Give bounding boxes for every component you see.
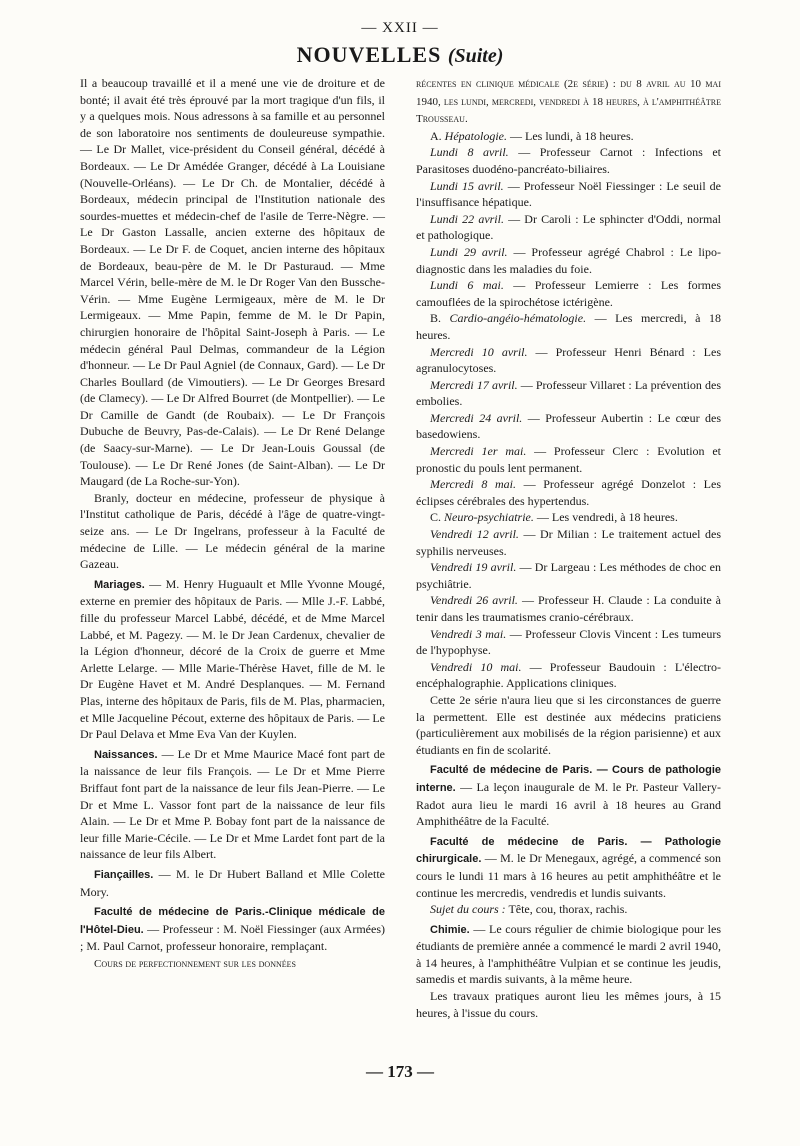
lecture-item: Vendredi 19 avril. — Dr Largeau : Les méthodes de choc en psychiâtrie. <box>416 560 721 591</box>
mariages-text: — M. Henry Huguault et Mlle Yvonne Mougé, externe en premier des hôpitaux de Paris. — Mlle J.-F. Labbé, fille du professeur Marcel Labbé, décédé, et de Mme Marcel Labbé, et M. Pagezy. — M. le Dr Jean Cardenux, chevalier de la Légion d'honneur, décoré de la Croix de guerre et Mme Arlette Lelarge. — Mlle Marie-Thérèse Havet, fille de M. le Dr Eugène Havet et M. André Desplanques. — M. Fernand Plas, interne des hôpitaux de Paris, fils de M. Plas, pharmacien, et Mlle Jacqueline Pécout, externe des hôpitaux de Paris. — Le Dr Paul Delava et Mme Eva Van der Kuylen. <box>80 576 385 742</box>
page-number: — 173 — <box>366 1062 434 1081</box>
lecture-item: Mercredi 1er mai. — Professeur Clerc : Evolution et pronostic du pouls lent permanent. <box>416 444 721 475</box>
roman-page-number: — XXII — <box>361 20 439 36</box>
lecture-item: Vendredi 10 mai. — Professeur Baudouin : L'électro-encéphalographie. Applications cliniques. <box>416 659 721 691</box>
left-column <box>80 75 385 972</box>
title-suite: (Suite) <box>447 45 504 67</box>
lecture-item: Vendredi 3 mai. — Professeur Clovis Vincent : Les tumeurs de l'hypophyse. <box>416 626 721 658</box>
faculte-clinique-text: — Professeur : M. Noël Fiessinger (aux Armées) ; M. Paul Carnot, professeur honoraire, remplaçant. <box>80 921 385 954</box>
lecture-item: Mercredi 24 avril. — Professeur Aubertin : Le cœur des basedowiens. <box>416 410 722 442</box>
lecture-item: Mercredi 10 avril. — Professeur Henri Bénard : Les agranulocytoses. <box>416 344 721 376</box>
lecture-item: Mercredi 17 avril. — Professeur Villaret : La prévention des embolies. <box>416 377 721 409</box>
fiancailles-text: — M. le Dr Hubert Balland et Mlle Colette Mory. <box>80 866 385 899</box>
mariages-heading: Mariages. <box>94 578 145 591</box>
page-title <box>0 42 800 68</box>
lecture-item: Lundi 22 avril. — Dr Caroli : Le sphincter d'Oddi, normal et pathologique. <box>416 211 721 243</box>
cours-continued: récentes en clinique médicale (2e série) : du 8 avril au 10 mai 1940, les lundi, mercredi, vendredi à 18 heures, à l'amphithéâtre Trousseau. <box>416 78 721 126</box>
cours-text: Cours de perfectionnement sur les données <box>94 957 296 970</box>
faculte-clinique-section <box>80 903 385 955</box>
lecture-item: Lundi 8 avril. — Professeur Carnot : Infections et Parasitoses duodéno-pancréato-biliaires. <box>416 145 722 176</box>
fiancailles-heading: Fiançailles. <box>94 868 154 881</box>
mariages-section <box>80 576 385 743</box>
pathologie-interne-section: Faculté de médecine de Paris. — Cours de pathologie interne. — La leçon inaugurale de M. le Pr. Pasteur Vallery-Radot aura lieu le mardi 16 avril à 18 heures au Grand Amphithéâtre de la Faculté. <box>416 764 721 829</box>
section-c: C. Neuro-psychiatrie. — Les vendredi, à 18 heures. <box>430 510 678 525</box>
lecture-item: Lundi 15 avril. — Professeur Noël Fiessinger : Le seuil de l'insuffisance hépatique. <box>416 178 722 210</box>
pathologie-chirurgicale-section: Faculté de médecine de Paris. — Pathologie chirurgicale. — M. le Dr Menegaux, agrégé, a commencé son cours le lundi 11 mars à 16 heures au petit amphithéâtre et le continue les mercredis, vendredis et lundis suivants. <box>416 835 721 900</box>
sujet-du-cours: Sujet du cours : Tête, cou, thorax, rachis. <box>430 902 628 917</box>
title-text: NOUVELLES <box>296 42 442 67</box>
naissances-section <box>80 746 385 863</box>
lecture-item: Lundi 29 avril. — Professeur agrégé Chabrol : Le lipo-diagnostic dans les maladies du foie. <box>416 244 722 276</box>
naissances-text: — Le Dr et Mme Maurice Macé font part de la naissance de leur fils François. — Le Dr et Mme Pierre Briffaut font part de la naissance de leur fils Jean-Pierre. — Le Dr et Mme L. Vassor font part de la naissance de leur fils Alain. — Le Dr et Mme P. Bobay font part de la naissance de leur fille Marie-Cécile. — Le Dr et Mme Lardet font part de la naissance de leur fils Albert. <box>80 746 385 862</box>
naissances-heading: Naissances. <box>94 748 158 761</box>
travaux-pratiques: Les travaux pratiques auront lieu les mêmes jours, à 15 heures, à l'issue du cours. <box>416 989 721 1020</box>
fiancailles-section <box>80 866 385 900</box>
lecture-item: Lundi 6 mai. — Professeur Lemierre : Les formes camouflées de la spirochétose ictérigène. <box>416 278 721 309</box>
right-column <box>416 75 721 1021</box>
obituary-paragraph-2: Branly, docteur en médecine, professeur de physique à l'Institut catholique de Paris, décédé à l'âge de quatre-vingt-seize ans. — Le Dr Ingelrans, professeur à la Faculté de médecine de Lille. — Le médecin général de la marine Gazeau. <box>80 490 385 572</box>
faculte-clinique-heading: Faculté de médecine de Paris.-Clinique médicale de l'Hôtel-Dieu. <box>80 906 385 936</box>
section-a: A. Hépatologie. — Les lundi, à 18 heures. <box>430 128 634 143</box>
cours-line <box>80 955 385 973</box>
obituary-paragraph: Il a beaucoup travaillé et il a mené une vie de droiture et de bonté; il avait été très éprouvé par la mort tragique d'un fils, il y a quelques mois. Nous adressons à sa famille et au personnel de son laboratoire nos sentiments de douleureuse sympathie. — Le Dr Mallet, vice-président du Conseil général, décédé à Bordeaux. — Le Dr Amédée Granger, décédé à La Louisiane (Nouvelle-Orléans). — Le Dr Ch. de Montalier, décédé à Bordeaux, médecin principal de l'Institution nationale des sourdes-muettes et médecin-chef de l'asile de Terre-Nègre. — Le Dr Gaston Lassalle, ancien externe des hôpitaux de Bordeaux. — Le Dr F. de Coquet, ancien interne des hôpitaux de Bordeaux, beau-père de M. le Dr Pasturaud. — Mme Marcel Vérin, belle-mère de M. le Dr Roger Van den Bussche-Vérin. — Mme Eugène Lermigeaux, mère de M. le Dr Lermigeaux. — Mme Papin, femme de M. le Dr Papin, chirurgien honoraire de l'hôpital Saint-Joseph à Paris. — Le médecin général Paul Delmas, commandeur de la Légion d'honneur. — Le Dr Paul Agniel (de Connaux, Gard). — Le Dr Charles Boullard (de Vimoutiers). — Le Dr Georges Bresard (de Clamecy). — Le Dr Alfred Bourret (de Montpellier). — Le Dr Camille de Gandt (de Roubaix). — Le Dr François Dubuche de Beuvry, Pas-de-Calais). — Le Dr René Delange (de Saacy-sur-Marne). — Le Dr Jean-Louis Goussal (de Toulouse). — Le Dr René Jones (de Saint-Alban). — Le Dr Maugard (de La Roche-sur-Yon). <box>80 76 385 489</box>
lecture-item: Vendredi 26 avril. — Professeur H. Claude : La conduite à tenir dans les traumatismes cranio-cérébraux. <box>416 593 722 624</box>
series-note: Cette 2e série n'aura lieu que si les circonstances de guerre la permettent. Elle est destinée aux médecins praticiens (particulièrement aux mobilisés de la région parisienne) et aux étudiants en fin de scolarité. <box>416 692 721 757</box>
chimie-section: Chimie. — Le cours régulier de chimie biologique pour les étudiants de première année a commencé le mardi 2 avril 1940, à 14 heures, à l'amphithéâtre Vulpian et se continue les jeudis, samedis et mardis suivants, à la même heure. <box>416 921 721 987</box>
lecture-item: Mercredi 8 mai. — Professeur agrégé Donzelot : Les éclipses cérébrales des hypertendus. <box>416 477 721 508</box>
lecture-item: Vendredi 12 avril. — Dr Milian : Le traitement actuel des syphilis nerveuses. <box>416 527 722 558</box>
section-b: B. Cardio-angéio-hématologie. — Les mercredi, à 18 heures. <box>416 311 721 342</box>
